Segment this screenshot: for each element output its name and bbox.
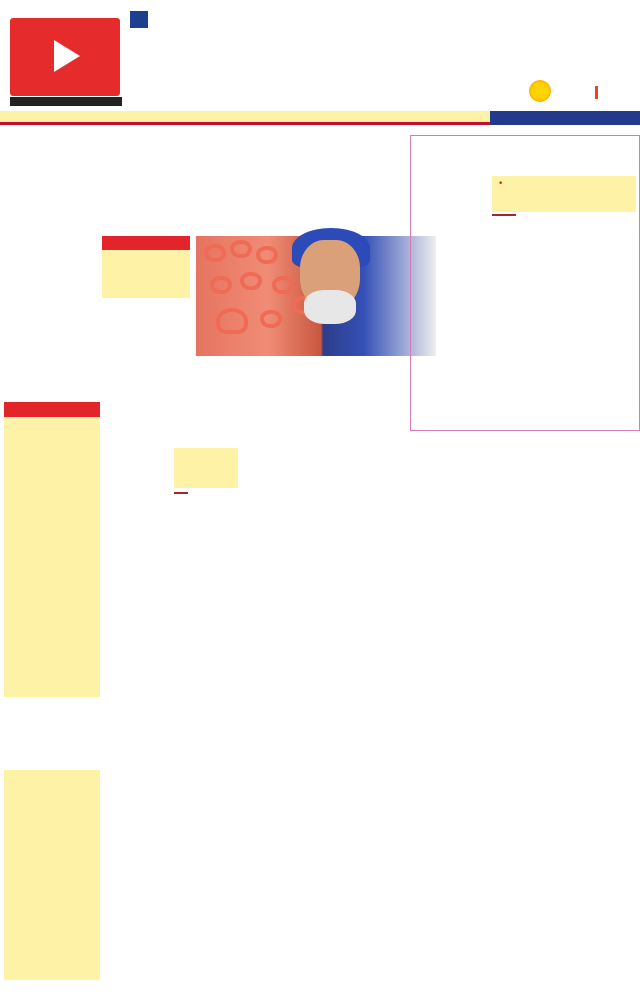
brief-news-list: [6, 420, 98, 613]
website-link[interactable]: [490, 111, 640, 125]
lead-col-4: [310, 360, 405, 390]
brief-body: [6, 773, 98, 953]
lead-col-1: [6, 236, 96, 388]
lead-col-3: [196, 360, 306, 390]
brief-news-list-2: [6, 772, 98, 953]
sc-col-1: [103, 448, 171, 572]
sun-icon: [529, 80, 551, 102]
brief-body: [6, 421, 98, 513]
right-story-col-1: [416, 176, 486, 426]
kicker: [130, 10, 151, 28]
brief-body: [6, 514, 98, 572]
jhatka-box: [102, 236, 190, 298]
lead-col-2: [102, 300, 190, 388]
youtube-link[interactable]: [10, 97, 122, 106]
jhatka-title: [102, 236, 190, 250]
right-story-highlight: •: [492, 176, 636, 212]
brief-news-title: [4, 402, 100, 417]
right-story-col-2: [492, 220, 636, 426]
youtube-banner[interactable]: [10, 18, 120, 96]
brief-body: [6, 573, 98, 613]
tm-logo-icon: [130, 11, 148, 28]
play-icon: [54, 40, 80, 72]
sc-highlight: [174, 448, 238, 488]
thermometer-icon: [595, 86, 598, 99]
sc-col-2: [174, 496, 238, 572]
